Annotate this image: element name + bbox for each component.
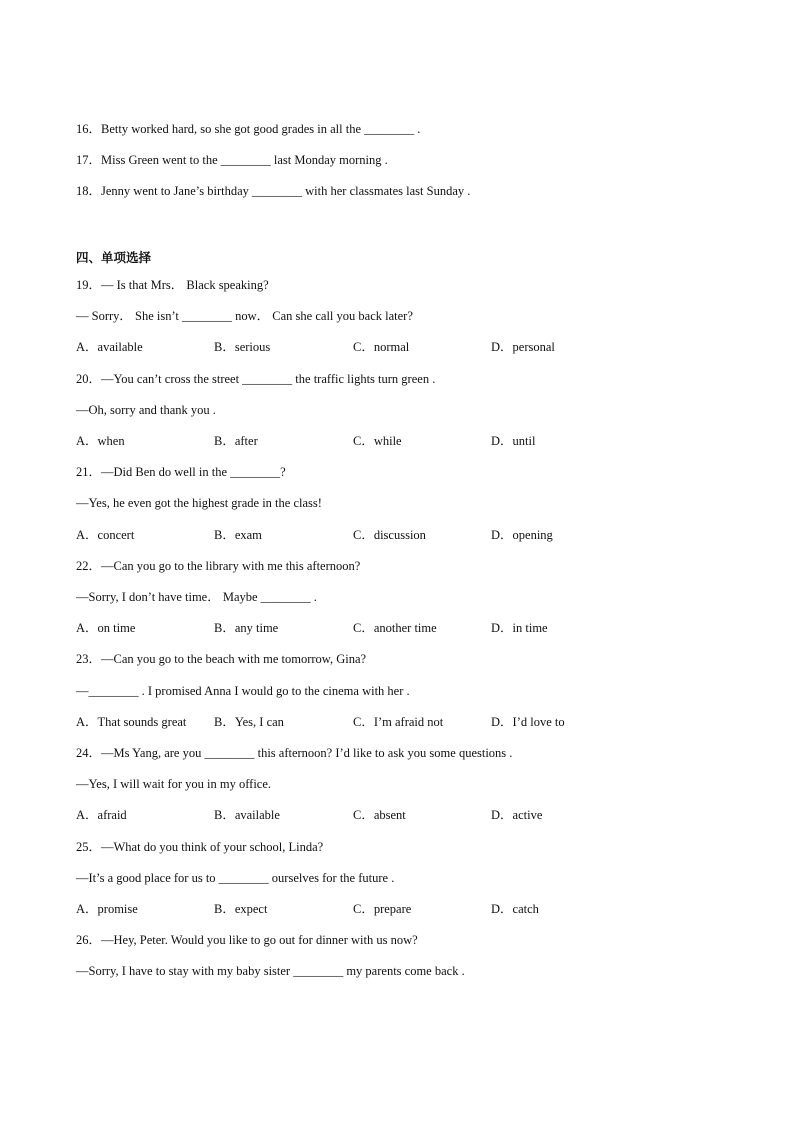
question-16: 16．Betty worked hard, so she got good grades in all the ________ . [76,122,421,136]
question-response: —Sorry, I don’t have time． Maybe ________ . [76,590,317,604]
question-stem: 21．—Did Ben do well in the ________? [76,465,286,479]
option-d: D．personal [491,340,555,354]
option-b: B．any time [214,621,279,635]
option-c: C．I’m afraid not [353,715,444,729]
question-response: —Sorry, I have to stay with my baby sister ________ my parents come back . [76,964,465,978]
option-a: A．promise [76,902,138,916]
question-17: 17．Miss Green went to the ________ last Monday morning . [76,153,388,167]
question-18: 18．Jenny went to Jane’s birthday ________ with her classmates last Sunday . [76,184,471,198]
question-stem: 23．—Can you go to the beach with me tomorrow, Gina? [76,652,367,666]
question-stem: 24．—Ms Yang, are you ________ this afternoon? I’d like to ask you some questions . [76,746,513,760]
question-stem: 22．—Can you go to the library with me this afternoon? [76,559,361,573]
option-c: C．discussion [353,528,426,542]
option-d: D．catch [491,902,539,916]
option-d: D．I’d love to [491,715,565,729]
option-a: A．That sounds great [76,715,187,729]
option-a: A．concert [76,528,135,542]
option-c: C．absent [353,808,406,822]
option-b: B．exam [214,528,262,542]
question-response: —Yes, he even got the highest grade in the class! [76,496,322,510]
option-a: A．on time [76,621,136,635]
option-a: A．afraid [76,808,127,822]
option-d: D．opening [491,528,553,542]
question-response: —Oh, sorry and thank you . [76,403,216,417]
option-c: C．another time [353,621,437,635]
section-heading: 四、单项选择 [76,250,152,265]
option-a: A．when [76,434,125,448]
question-response: —It’s a good place for us to ________ ourselves for the future . [76,871,395,885]
option-b: B．available [214,808,280,822]
question-stem: 19．— Is that Mrs． Black speaking? [76,278,269,292]
option-d: D．in time [491,621,548,635]
question-stem: 25．—What do you think of your school, Linda? [76,840,324,854]
option-c: C．normal [353,340,410,354]
option-d: D．until [491,434,536,448]
question-stem: 20．—You can’t cross the street ________ the traffic lights turn green . [76,372,436,386]
option-b: B．after [214,434,258,448]
option-b: B．expect [214,902,268,916]
question-stem: 26．—Hey, Peter. Would you like to go out for dinner with us now? [76,933,418,947]
question-response: —________ . I promised Anna I would go to the cinema with her . [76,684,410,698]
option-d: D．active [491,808,543,822]
option-b: B．Yes, I can [214,715,284,729]
question-response: — Sorry． She isn’t ________ now． Can she call you back later? [76,309,413,323]
option-a: A．available [76,340,143,354]
option-c: C．while [353,434,402,448]
option-c: C．prepare [353,902,412,916]
option-b: B．serious [214,340,271,354]
question-response: —Yes, I will wait for you in my office. [76,777,272,791]
